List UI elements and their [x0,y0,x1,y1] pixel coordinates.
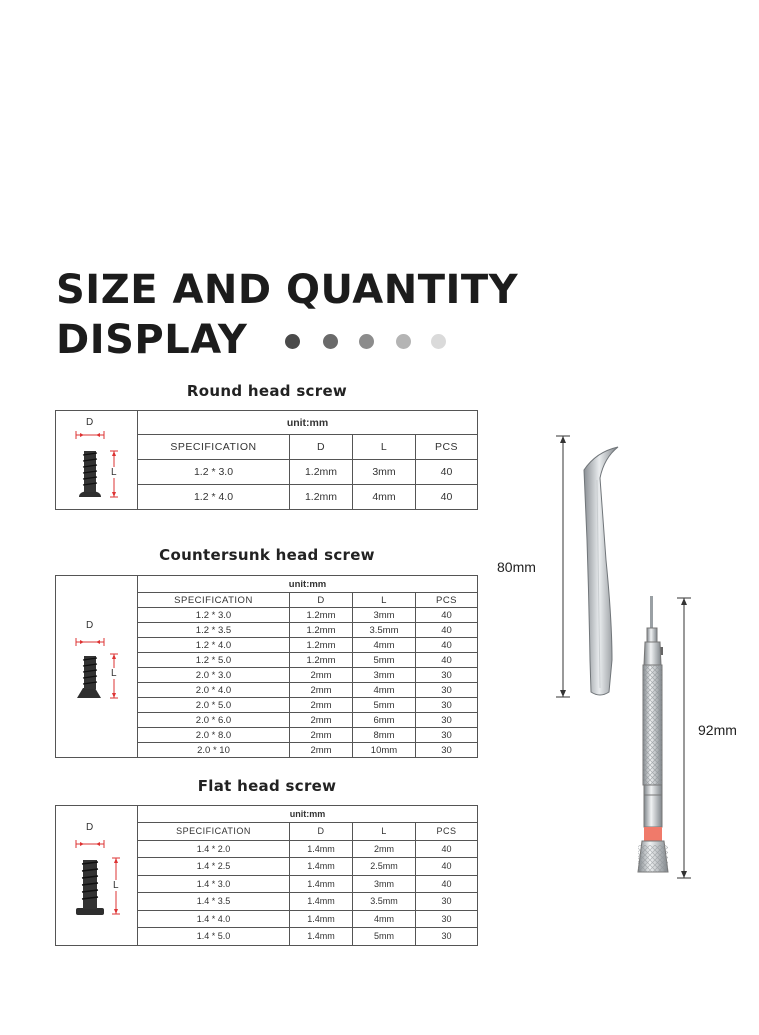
dimension-d-label: D [86,822,94,833]
flat-head-screw-icon [56,806,138,945]
page-title [56,265,518,365]
table-cell: 1.2mm [290,460,353,485]
title-line-2: DISPLAY [56,317,248,363]
table-cell: 40 [416,460,478,485]
column-header: PCS [416,823,478,841]
table-cell: 1.4 * 2.0 [138,840,290,858]
column-header: SPECIFICATION [138,435,290,460]
table-cell: 2mm [290,683,353,698]
dot-icon [396,334,411,349]
table-cell: 3mm [353,875,416,893]
dot-icon [285,334,300,349]
round-head-table [55,410,478,510]
table-cell: 1.4mm [290,858,353,876]
table-cell: 1.4 * 3.0 [138,875,290,893]
countersunk-head-screw-diagram [56,576,138,758]
table-cell: 40 [416,623,478,638]
table-cell: 30 [416,698,478,713]
table-cell: 2mm [290,728,353,743]
table-cell: 4mm [353,910,416,928]
table-cell: 2.0 * 6.0 [138,713,290,728]
table-cell: 4mm [353,683,416,698]
column-header: SPECIFICATION [138,823,290,841]
table-cell: 1.4 * 3.5 [138,893,290,911]
dot-icon [359,334,374,349]
round-head-title: Round head screw [186,382,348,400]
flat-head-table-body [56,806,478,946]
table-cell: 2mm [290,698,353,713]
column-header: L [353,823,416,841]
table-cell: 5mm [353,698,416,713]
dimension-l-label: L [111,668,117,679]
table-cell: 3.5mm [353,623,416,638]
round-head-table-body [56,411,478,510]
table-cell: 1.2 * 4.0 [138,485,290,510]
table-cell: 40 [416,840,478,858]
table-cell: 5mm [353,928,416,946]
unit-label: unit:mm [138,806,478,823]
screwdriver-length-label: 92mm [698,722,737,738]
column-header: SPECIFICATION [138,593,290,608]
table-cell: 40 [416,875,478,893]
table-cell: 2.0 * 10 [138,743,290,758]
table-cell: 40 [416,485,478,510]
dimension-d-label: D [86,417,94,428]
table-cell: 30 [416,910,478,928]
table-cell: 4mm [353,485,416,510]
table-cell: 1.2mm [290,608,353,623]
flat-head-title: Flat head screw [197,777,337,795]
table-cell: 1.4mm [290,840,353,858]
table-cell: 2.0 * 4.0 [138,683,290,698]
tweezers-dimension-line [556,436,570,697]
table-cell: 1.4mm [290,875,353,893]
flat-head-table [55,805,478,946]
table-cell: 3mm [353,668,416,683]
round-head-screw-icon [56,411,138,509]
tweezers-length-label: 80mm [497,559,536,575]
table-cell: 30 [416,668,478,683]
column-header: D [290,435,353,460]
countersunk-head-screw-icon [56,576,138,758]
table-cell: 3.5mm [353,893,416,911]
unit-label: unit:mm [138,576,478,593]
dimension-d-label: D [86,620,94,631]
column-header: L [353,435,416,460]
countersunk-head-table-body [56,576,478,758]
table-cell: 30 [416,743,478,758]
flat-head-screw-diagram [56,806,138,946]
table-cell: 6mm [353,713,416,728]
table-cell: 40 [416,653,478,668]
table-cell: 30 [416,893,478,911]
table-cell: 1.4mm [290,928,353,946]
unit-label: unit:mm [138,411,478,435]
screwdriver-icon [638,596,668,872]
table-cell: 30 [416,928,478,946]
column-header: D [290,823,353,841]
table-cell: 3mm [353,608,416,623]
table-cell: 2.0 * 5.0 [138,698,290,713]
table-cell: 1.4 * 2.5 [138,858,290,876]
table-cell: 2mm [290,668,353,683]
countersunk-head-table [55,575,478,758]
dimension-l-label: L [111,467,117,478]
table-cell: 2mm [353,840,416,858]
table-cell: 1.2 * 5.0 [138,653,290,668]
tweezers-icon [584,447,618,695]
table-cell: 1.2mm [290,638,353,653]
table-cell: 2mm [290,713,353,728]
column-header: L [353,593,416,608]
table-cell: 2.5mm [353,858,416,876]
table-cell: 2.0 * 8.0 [138,728,290,743]
column-header: D [290,593,353,608]
table-cell: 2mm [290,743,353,758]
table-cell: 40 [416,638,478,653]
table-cell: 4mm [353,638,416,653]
column-header: PCS [416,435,478,460]
table-cell: 30 [416,728,478,743]
table-cell: 40 [416,608,478,623]
table-cell: 30 [416,683,478,698]
title-line-1: SIZE AND QUANTITY [56,267,519,313]
round-head-screw-diagram [56,411,138,510]
table-cell: 1.4 * 4.0 [138,910,290,928]
table-cell: 1.2mm [290,653,353,668]
table-cell: 40 [416,858,478,876]
table-cell: 1.2mm [290,623,353,638]
table-cell: 1.4mm [290,910,353,928]
table-cell: 1.4 * 5.0 [138,928,290,946]
table-cell: 1.4mm [290,893,353,911]
table-cell: 3mm [353,460,416,485]
screwdriver-color-band [644,827,662,841]
table-cell: 1.2mm [290,485,353,510]
dimension-l-label: L [113,880,119,891]
table-cell: 30 [416,713,478,728]
dot-icon [323,334,338,349]
column-header: PCS [416,593,478,608]
countersunk-head-title: Countersunk head screw [159,546,375,564]
dot-icon [431,334,446,349]
table-cell: 1.2 * 3.0 [138,608,290,623]
table-cell: 8mm [353,728,416,743]
table-cell: 1.2 * 4.0 [138,638,290,653]
table-cell: 10mm [353,743,416,758]
table-cell: 1.2 * 3.5 [138,623,290,638]
table-cell: 1.2 * 3.0 [138,460,290,485]
table-cell: 2.0 * 3.0 [138,668,290,683]
table-cell: 5mm [353,653,416,668]
screwdriver-dimension-line [677,598,691,878]
